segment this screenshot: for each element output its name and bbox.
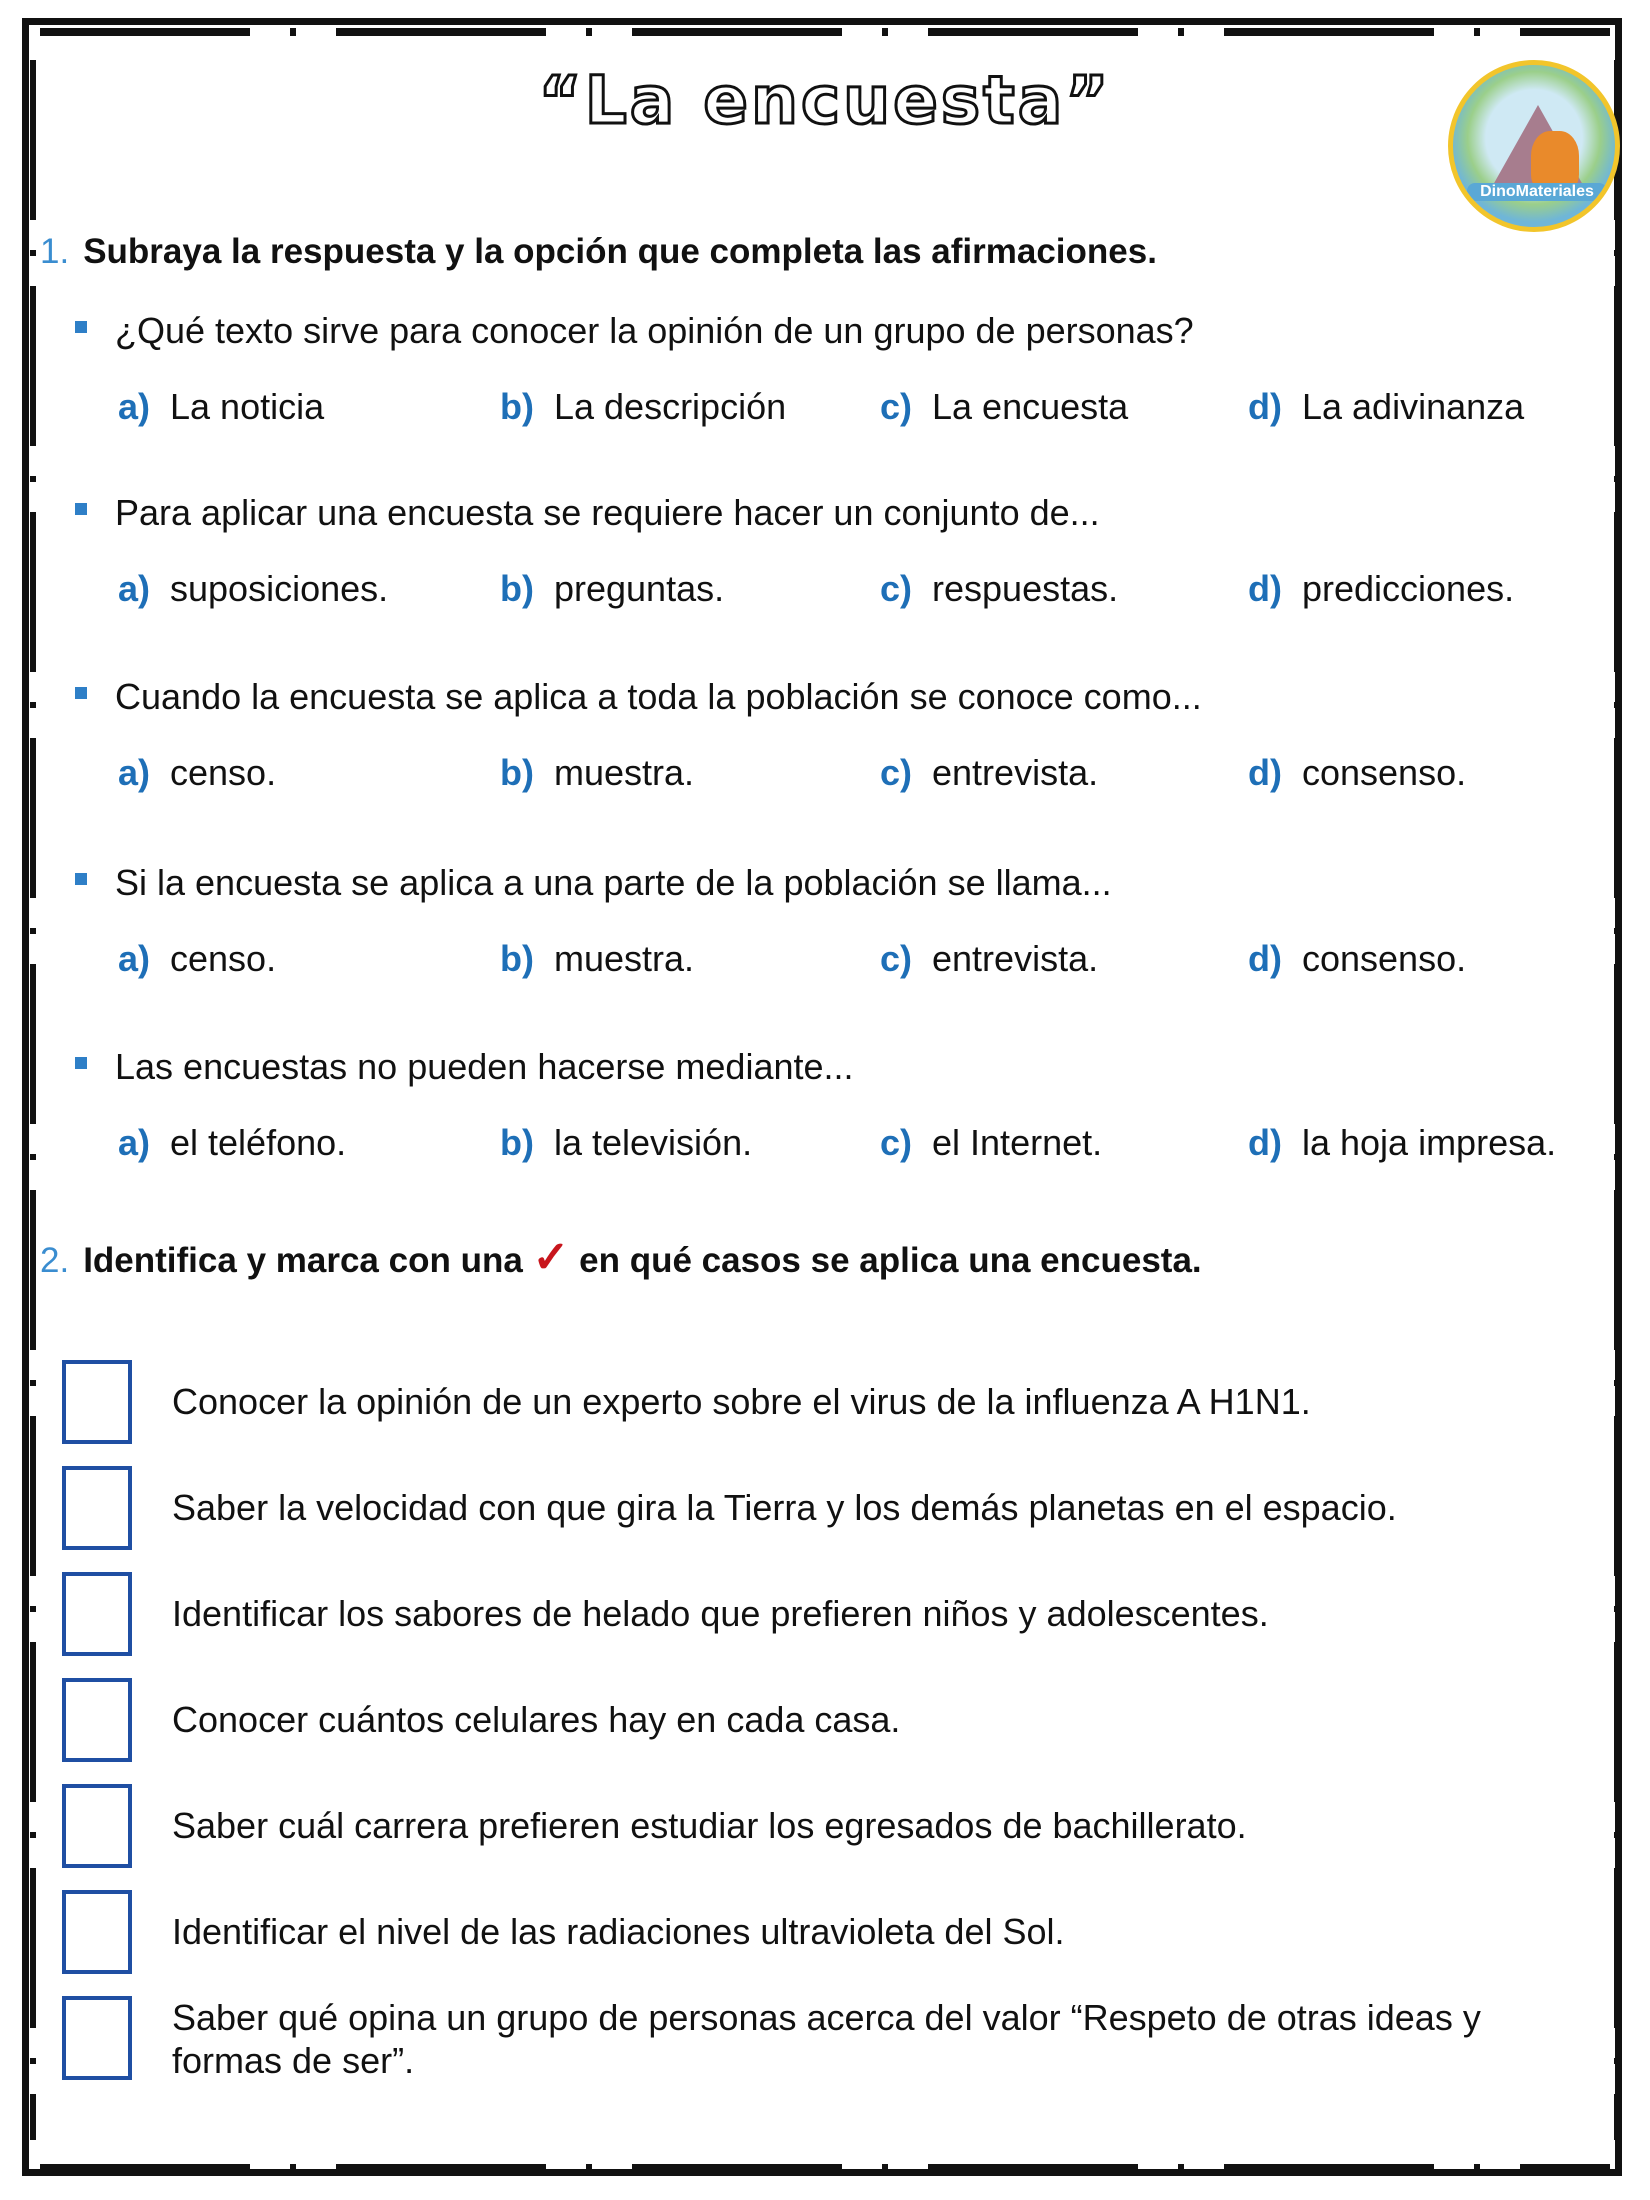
- option-letter: b): [500, 752, 534, 793]
- option-text: La noticia: [170, 386, 325, 427]
- option-c[interactable]: [880, 752, 1098, 794]
- option-b[interactable]: [500, 752, 694, 794]
- case-row: [62, 1890, 1582, 1980]
- option-a[interactable]: [118, 386, 324, 428]
- option-text: La descripción: [553, 386, 787, 427]
- question-text: ¿Qué texto sirve para conocer la opinión de un grupo de personas?: [115, 310, 1194, 351]
- case-text: Conocer la opinión de un experto sobre el virus de la influenza A H1N1.: [172, 1381, 1311, 1422]
- option-d[interactable]: [1248, 568, 1514, 610]
- option-a[interactable]: [118, 752, 276, 794]
- red-check-icon: ✓: [532, 1233, 570, 1282]
- border-dashes-right: [1614, 60, 1620, 2140]
- option-a[interactable]: [118, 1122, 346, 1164]
- option-text: preguntas.: [553, 568, 725, 609]
- question-text: Para aplicar una encuesta se requiere hacer un conjunto de...: [115, 492, 1100, 533]
- option-letter: c): [880, 938, 913, 979]
- option-a[interactable]: [118, 568, 388, 610]
- option-letter: a): [118, 386, 151, 427]
- option-text: La adivinanza: [1301, 386, 1525, 427]
- option-letter: d): [1248, 938, 1282, 979]
- option-c[interactable]: [880, 1122, 1102, 1164]
- case-checkbox[interactable]: [62, 1996, 132, 2080]
- section-1-number: 1.: [40, 232, 70, 271]
- option-d[interactable]: [1248, 1122, 1556, 1164]
- question-2: [75, 492, 1100, 534]
- case-text: Identificar el nivel de las radiaciones ultravioleta del Sol.: [172, 1911, 1065, 1952]
- square-bullet-icon: [75, 321, 87, 333]
- option-letter: c): [880, 386, 913, 427]
- case-text: Saber cuál carrera prefieren estudiar los egresados de bachillerato.: [172, 1805, 1247, 1846]
- question-text: Las encuestas no pueden hacerse mediante...: [115, 1046, 854, 1087]
- option-text: censo.: [170, 938, 277, 979]
- option-c[interactable]: [880, 938, 1098, 980]
- option-text: el Internet.: [932, 1122, 1103, 1163]
- option-text: el teléfono.: [170, 1122, 347, 1163]
- option-text: la hoja impresa.: [1301, 1122, 1557, 1163]
- option-d[interactable]: [1248, 386, 1524, 428]
- option-text: suposiciones.: [170, 568, 389, 609]
- option-text: entrevista.: [932, 752, 1099, 793]
- page-title: “La encuesta”: [538, 62, 1112, 139]
- option-text: consenso.: [1301, 938, 1467, 979]
- section-2-number: 2.: [40, 1241, 70, 1280]
- option-letter: c): [880, 752, 913, 793]
- option-b[interactable]: [500, 938, 694, 980]
- option-letter: a): [118, 568, 151, 609]
- border-dashes-top: [40, 28, 1610, 36]
- case-text: Identificar los sabores de helado que prefieren niños y adolescentes.: [172, 1593, 1269, 1634]
- option-b[interactable]: [500, 1122, 752, 1164]
- option-letter: c): [880, 1122, 913, 1163]
- option-text: censo.: [170, 752, 277, 793]
- option-letter: c): [880, 568, 913, 609]
- case-checkbox[interactable]: [62, 1784, 132, 1868]
- case-checkbox[interactable]: [62, 1360, 132, 1444]
- question-3: [75, 676, 1202, 718]
- case-row: [62, 1360, 1582, 1450]
- option-text: La encuesta: [932, 386, 1129, 427]
- option-letter: b): [500, 938, 534, 979]
- option-d[interactable]: [1248, 752, 1466, 794]
- case-text: Saber qué opina un grupo de personas acerca del valor “Respeto de otras ideas y formas de ser”.: [172, 1997, 1481, 2082]
- option-b[interactable]: [500, 568, 724, 610]
- option-b[interactable]: [500, 386, 786, 428]
- case-row: [62, 1572, 1582, 1662]
- case-text: Saber la velocidad con que gira la Tierra y los demás planetas en el espacio.: [172, 1487, 1397, 1528]
- section-1-heading: [40, 232, 1157, 272]
- dino-volcano-logo-icon: [1448, 60, 1620, 232]
- square-bullet-icon: [75, 503, 87, 515]
- case-row: [62, 1784, 1582, 1874]
- border-dashes-left: [30, 60, 36, 2140]
- case-checkbox[interactable]: [62, 1678, 132, 1762]
- case-checkbox[interactable]: [62, 1572, 132, 1656]
- option-text: muestra.: [553, 752, 695, 793]
- section-1-title: Subraya la respuesta y la opción que completa las afirmaciones.: [83, 232, 1157, 271]
- question-text: Cuando la encuesta se aplica a toda la población se conoce como...: [115, 676, 1202, 717]
- section-2-title-after: en qué casos se aplica una encuesta.: [579, 1241, 1202, 1280]
- logo-text: DinoMateriales: [1467, 183, 1607, 201]
- option-a[interactable]: [118, 938, 276, 980]
- square-bullet-icon: [75, 687, 87, 699]
- option-letter: a): [118, 938, 151, 979]
- question-text: Si la encuesta se aplica a una parte de la población se llama...: [115, 862, 1112, 903]
- option-letter: d): [1248, 1122, 1282, 1163]
- option-letter: d): [1248, 568, 1282, 609]
- option-c[interactable]: [880, 568, 1118, 610]
- option-letter: b): [500, 386, 534, 427]
- option-text: respuestas.: [932, 568, 1119, 609]
- option-letter: d): [1248, 386, 1282, 427]
- question-1: [75, 310, 1194, 352]
- option-c[interactable]: [880, 386, 1128, 428]
- case-checkbox[interactable]: [62, 1890, 132, 1974]
- section-2-heading: [40, 1232, 1202, 1283]
- option-letter: a): [118, 752, 151, 793]
- option-text: la televisión.: [553, 1122, 753, 1163]
- question-4: [75, 862, 1112, 904]
- option-letter: b): [500, 568, 534, 609]
- option-text: predicciones.: [1301, 568, 1515, 609]
- option-text: entrevista.: [932, 938, 1099, 979]
- section-2-title-before: Identifica y marca con una: [83, 1241, 523, 1280]
- case-row: [62, 1678, 1582, 1768]
- option-d[interactable]: [1248, 938, 1466, 980]
- question-5: [75, 1046, 854, 1088]
- case-row: [62, 1466, 1582, 1556]
- option-letter: b): [500, 1122, 534, 1163]
- option-letter: d): [1248, 752, 1282, 793]
- case-checkbox[interactable]: [62, 1466, 132, 1550]
- square-bullet-icon: [75, 1057, 87, 1069]
- square-bullet-icon: [75, 873, 87, 885]
- option-text: muestra.: [553, 938, 695, 979]
- border-dashes-bottom: [40, 2164, 1610, 2172]
- case-row: [62, 1996, 1582, 2086]
- option-letter: a): [118, 1122, 151, 1163]
- option-text: consenso.: [1301, 752, 1467, 793]
- case-text: Conocer cuántos celulares hay en cada casa.: [172, 1699, 901, 1740]
